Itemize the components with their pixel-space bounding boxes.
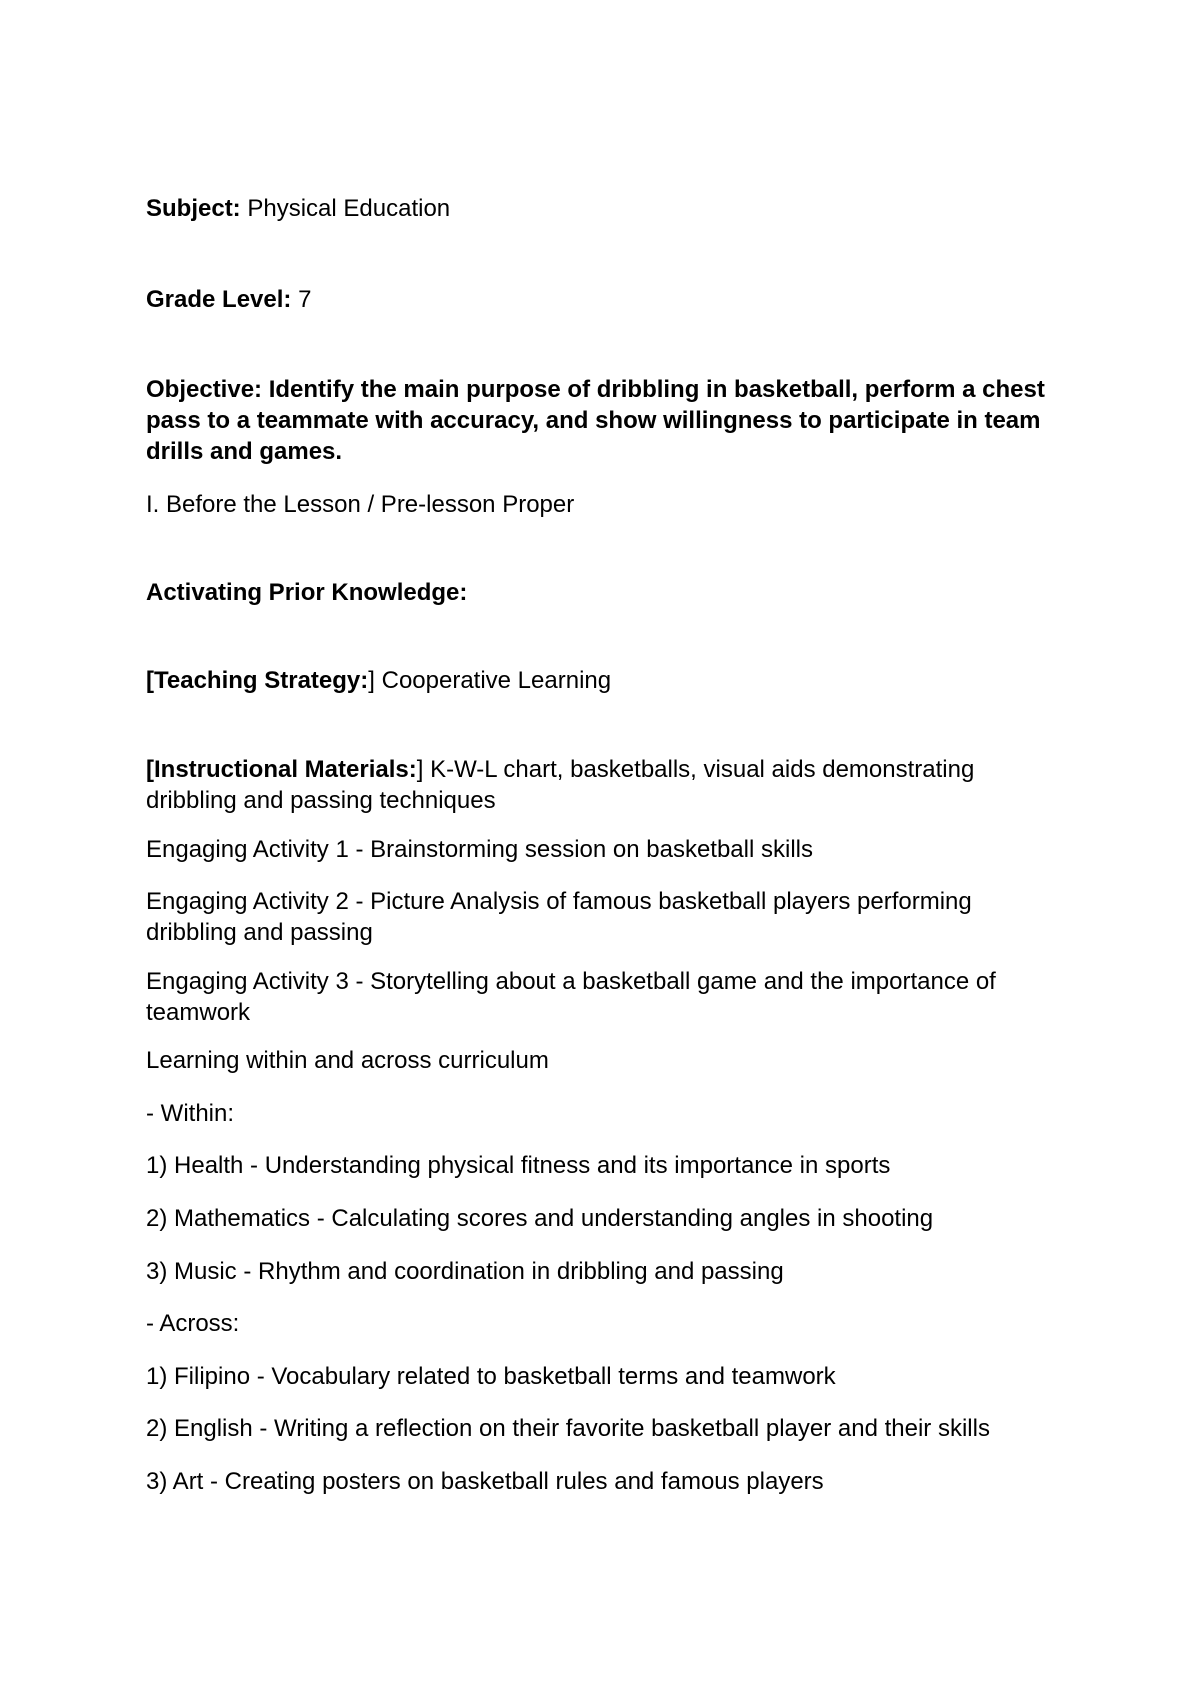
- curriculum-heading: Learning within and across curriculum: [146, 1047, 549, 1074]
- grade-level-line: [146, 284, 1046, 315]
- activity-item: Engaging Activity 2 - Picture Analysis of famous basketball players performing dribbling and passing: [146, 888, 972, 946]
- activity-item: Engaging Activity 1 - Brainstorming session on basketball skills: [146, 836, 813, 863]
- teaching-strategy-line: [146, 665, 1046, 696]
- instructional-materials-label: Instructional Materials:: [154, 756, 417, 783]
- instructional-materials-open: [: [146, 756, 154, 783]
- grade-level-value: 7: [291, 286, 312, 313]
- across-item: 3) Art - Creating posters on basketball rules and famous players: [146, 1468, 824, 1495]
- subject-line: [146, 193, 1046, 224]
- subject-value: Physical Education: [240, 195, 451, 222]
- across-item: 1) Filipino - Vocabulary related to basketball terms and teamwork: [146, 1363, 836, 1390]
- within-item: 3) Music - Rhythm and coordination in dribbling and passing: [146, 1258, 784, 1285]
- objective-label: Objective:: [146, 376, 263, 403]
- activity-item: Engaging Activity 3 - Storytelling about a basketball game and the importance of teamwork: [146, 968, 996, 1026]
- instructional-materials-value: K-W-L chart, basketballs, visual aids demonstrating dribbling and passing techniques: [146, 756, 975, 814]
- objective-value: Identify the main purpose of dribbling in basketball, perform a chest pass to a teammate with accuracy, and show willingness to participate in team drills and games.: [146, 376, 1045, 465]
- within-item: 1) Health - Understanding physical fitness and its importance in sports: [146, 1152, 891, 1179]
- objective-paragraph: [146, 374, 1046, 467]
- teaching-strategy-open: [: [146, 667, 154, 694]
- across-heading: - Across:: [146, 1310, 240, 1337]
- instructional-materials-close: ]: [416, 756, 424, 783]
- grade-level-label: Grade Level:: [146, 286, 292, 313]
- within-item: 2) Mathematics - Calculating scores and understanding angles in shooting: [146, 1205, 934, 1232]
- section-title: I. Before the Lesson / Pre-lesson Proper: [146, 491, 575, 518]
- instructional-materials-paragraph: [146, 754, 1046, 816]
- within-heading: - Within:: [146, 1100, 235, 1127]
- teaching-strategy-close: ]: [368, 667, 375, 694]
- teaching-strategy-label: Teaching Strategy:: [154, 667, 369, 694]
- subject-label: Subject:: [146, 195, 241, 222]
- activating-prior-knowledge-heading: Activating Prior Knowledge:: [146, 579, 468, 606]
- teaching-strategy-value: Cooperative Learning: [374, 667, 612, 694]
- across-item: 2) English - Writing a reflection on their favorite basketball player and their skills: [146, 1415, 990, 1442]
